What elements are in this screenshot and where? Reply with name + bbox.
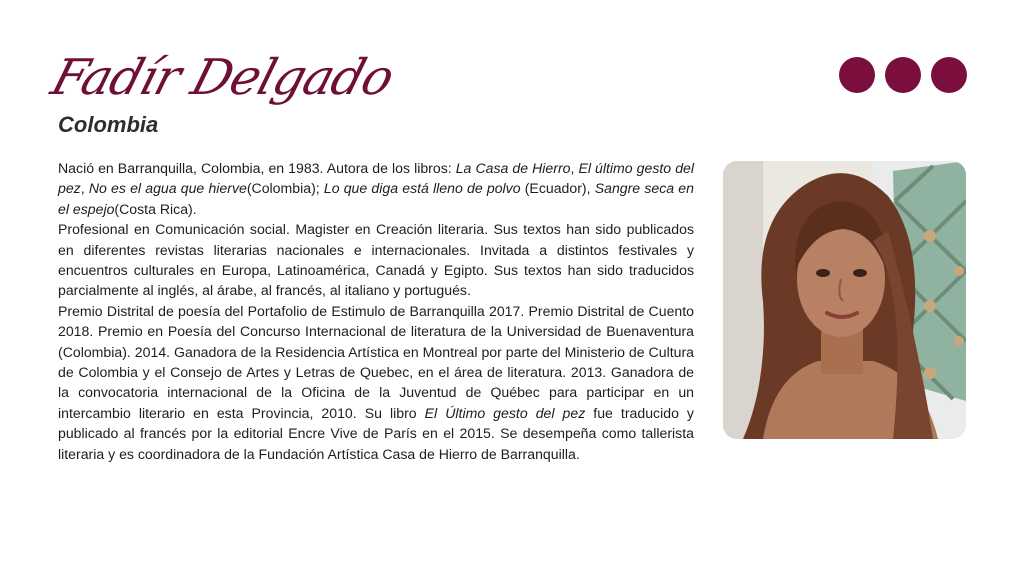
bio-text: Premio Distrital de poesía del Portafolio de Estimulo de Barranquilla 2017. Premio Distrital de Cuento 2018. Premio en Poesía del Concurso Internacional de literatura de la Universidad de Buenaventura (Colombia). 2014. Ganadora de la Residencia Artística en Montreal por parte del Ministerio de Cultura de Colombia y el Consejo de Artes y Letras de Quebec, en el área de literatura. 2013. Ganadora de la convocatoria internacional de la Oficina de la Juventud de Québec para participar en un intercambio literario en esta Provincia, 2010. Su libro: [58, 302, 694, 421]
book-title: No es el agua que hierve: [88, 180, 247, 197]
bio-text: ,: [80, 180, 89, 197]
bio-text: fue traducido y publicado al francés por la editorial Encre Vive de París en el 2015. Se desempeña como tallerista literaria y es coordinadora de la Fundación Artística Casa de Hierro de Barranquilla.: [58, 404, 694, 462]
book-title: La Casa de Hierro: [455, 160, 571, 176]
author-photo: [723, 161, 966, 439]
author-name: Fadír Delgado: [45, 49, 400, 106]
dot-icon: [885, 57, 921, 93]
bio-paragraph-books: [58, 158, 694, 219]
book-title: El Último gesto del pez: [424, 404, 586, 421]
book-title: El último gesto del pez: [58, 160, 694, 197]
bio-paragraph-awards: [58, 301, 694, 464]
bio-text: ,: [570, 160, 579, 176]
bio-text: Nació en Barranquilla, Colombia, en 1983. Autora de los libros:: [58, 160, 456, 176]
dot-icon: [931, 57, 967, 93]
biography-text: [58, 158, 694, 464]
author-country: Colombia: [58, 112, 159, 137]
bio-text: (Colombia);: [246, 180, 324, 197]
dot-icon: [839, 57, 875, 93]
book-title: Sangre seca en el espejo: [58, 180, 694, 217]
decorative-dots: [839, 57, 967, 93]
book-title: Lo que diga está lleno de polvo: [323, 180, 521, 197]
bio-paragraph-profession: Profesional en Comunicación social. Magister en Creación literaria. Sus textos han sido publicados en diferentes revistas literarias nacionales e internacionales. Invitada a distintos festivales y encuentros culturales en Europa, Latinoamérica, Canadá y Egipto. Sus textos han sido traducidos parcialmente al inglés, al árabe, al francés, al italiano y portugués.: [58, 221, 694, 299]
bio-text: (Ecuador),: [520, 180, 595, 197]
bio-text: (Costa Rica).: [114, 200, 197, 217]
portrait-illustration: [723, 161, 966, 439]
